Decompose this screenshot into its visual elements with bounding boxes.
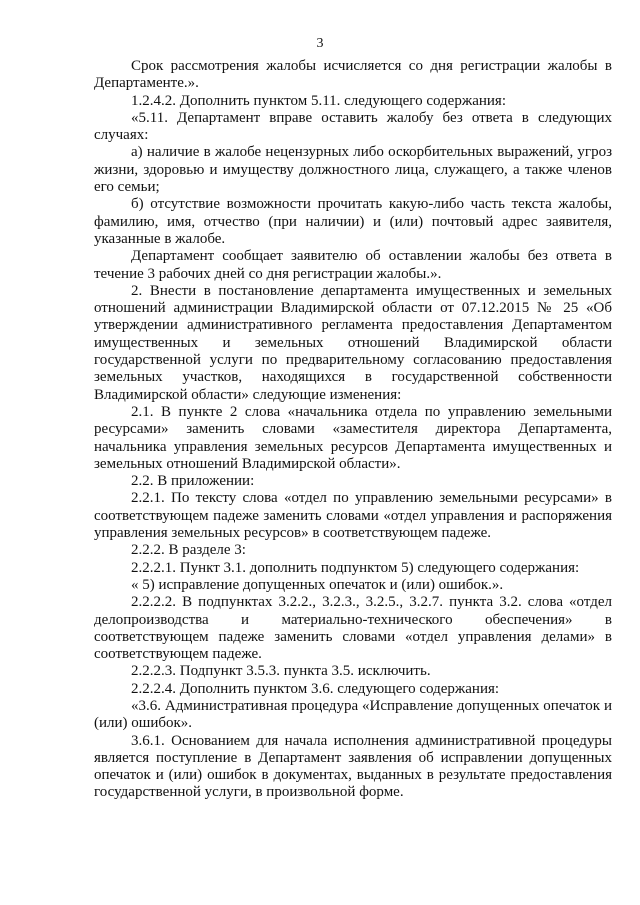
paragraph: а) наличие в жалобе нецензурных либо оскорбительных выражений, угроз жизни, здоровью и имуществу должностного лица, служащего, а также членов его семьи; — [94, 144, 612, 196]
paragraph: « 5) исправление допущенных опечаток и (или) ошибок.». — [131, 576, 504, 593]
paragraph: 3.6.1. Основанием для начала исполнения административной процедуры является поступление в Департамент заявления об исправлении допущенных опечаток и (или) ошибок в документах, выданных в результате предоставления государственной услуги, в произвольной форме. — [94, 732, 612, 801]
paragraph: 2.2.2. В разделе 3: — [131, 542, 246, 559]
paragraph: 2.2. В приложении: — [131, 473, 255, 490]
paragraph: 1.2.4.2. Дополнить пунктом 5.11. следующего содержания: — [131, 92, 506, 109]
document-body — [94, 58, 612, 802]
paragraph: 2.2.1. По тексту слова «отдел по управлению земельными ресурсами» в соответствующем падеже заменить словами «отдел управления и распоряжения управления земельных ресурсов» в соответствующем падеже. — [94, 490, 612, 542]
paragraph: 2.2.2.2. В подпунктах 3.2.2., 3.2.3., 3.2.5., 3.2.7. пункта 3.2. слова «отдел делопроизводства и материально-технического обеспечения» в соответствующем падеже заменить словами «отдел управления делами» в соответствующем падеже. — [94, 594, 612, 663]
paragraph: Департамент сообщает заявителю об оставлении жалобы без ответа в течение 3 рабочих дней со дня регистрации жалобы.». — [94, 248, 612, 282]
paragraph: 2.2.2.3. Подпункт 3.5.3. пункта 3.5. исключить. — [131, 663, 431, 680]
paragraph: 2.1. В пункте 2 слова «начальника отдела по управлению земельными ресурсами» заменить словами «заместителя директора Департамента, начальника управления земельных ресурсов Департамента имущественных и земельных отношений Владимирской области». — [94, 403, 612, 472]
paragraph: б) отсутствие возможности прочитать какую-либо часть текста жалобы, фамилию, имя, отчество (при наличии) и (или) почтовый адрес заявителя, указанные в жалобе. — [94, 196, 612, 247]
page-number: 3 — [316, 36, 324, 51]
paragraph: «5.11. Департамент вправе оставить жалобу без ответа в следующих случаях: — [94, 109, 612, 144]
paragraph: Срок рассмотрения жалобы исчисляется со дня регистрации жалобы в Департаменте.». — [94, 58, 612, 92]
paragraph: 2. Внести в постановление департамента имущественных и земельных отношений администрации Владимирской области от 07.12.2015 № 25 «Об утверждении административного регламента предоставления Департаментом имущественных и земельных отношений Владимирской области государственной услуги по предварительному согласованию предоставления земельных участков, находящихся в государственной собственности Владимирской области» следующие изменения: — [94, 282, 612, 403]
paragraph: «3.6. Административная процедура «Исправление допущенных опечаток и (или) ошибок». — [94, 697, 612, 732]
paragraph: 2.2.2.4. Дополнить пунктом 3.6. следующего содержания: — [131, 680, 500, 697]
paragraph: 2.2.2.1. Пункт 3.1. дополнить подпунктом 5) следующего содержания: — [131, 559, 580, 576]
